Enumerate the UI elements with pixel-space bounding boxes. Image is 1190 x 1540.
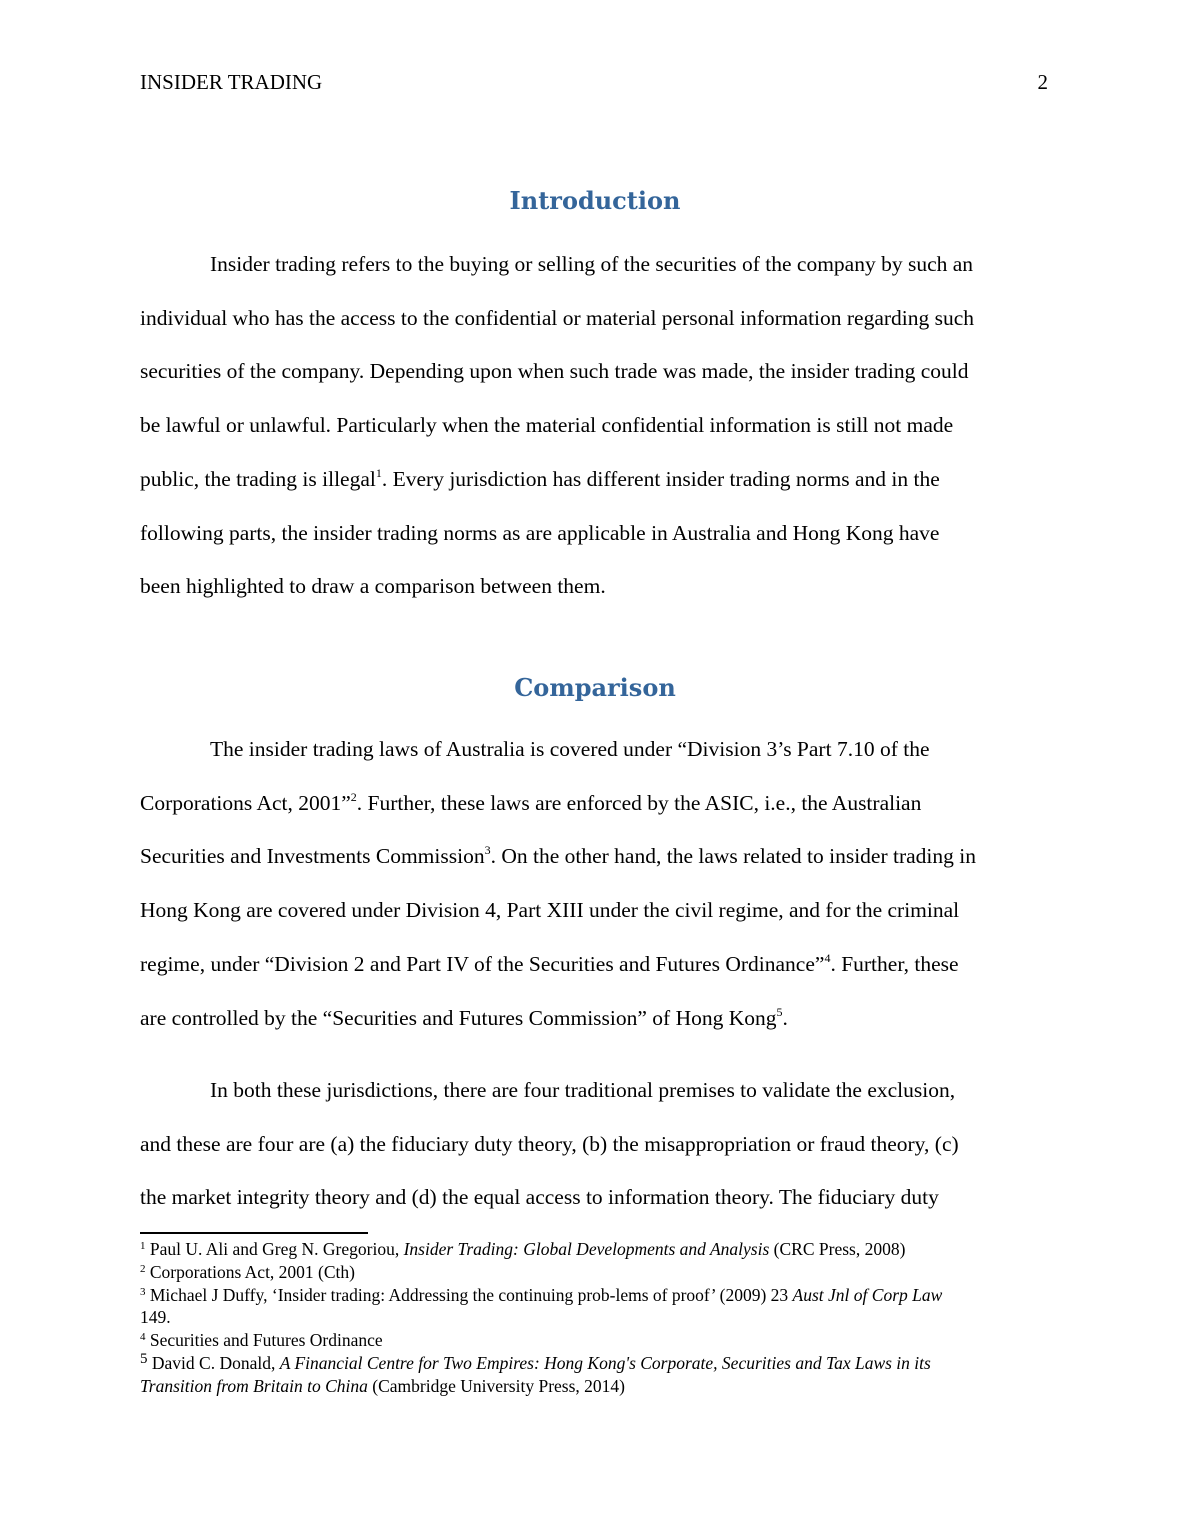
- paragraph-line: [140, 992, 1050, 1046]
- footnote-number: 5: [140, 1350, 148, 1367]
- comparison-paragraph-2: [140, 1064, 1050, 1225]
- paragraph-line: [140, 453, 1050, 507]
- footnote-wrap-line: [140, 1375, 1050, 1398]
- text-run: Securities and Investments Commission: [140, 844, 485, 869]
- paragraph-line: [140, 777, 1050, 831]
- footnote-text: Corporations Act, 2001 (Cth): [149, 1261, 355, 1282]
- paragraph-line: securities of the company. Depending upon when such trade was made, the insider trading could: [140, 359, 969, 384]
- footnote-text: Michael J Duffy, ‘Insider trading: Addressing the continuing prob-lems of proof’ (2009) 23: [149, 1284, 793, 1305]
- paragraph-line: and these are four are (a) the fiduciary duty theory, (b) the misappropriation or fraud theory, (c): [140, 1131, 959, 1156]
- paragraph-line: [140, 938, 1050, 992]
- page-number: 2: [1037, 70, 1048, 94]
- footnote-text: Securities and Futures Ordinance: [149, 1330, 383, 1351]
- paragraph-line: In both these jurisdictions, there are four traditional premises to validate the exclusion,: [210, 1078, 956, 1102]
- paragraph-line: Insider trading refers to the buying or selling of the securities of the company by such an: [210, 252, 974, 276]
- paragraph-line: the market integrity theory and (d) the equal access to information theory. The fiduciary duty: [140, 1185, 939, 1210]
- text-run: Corporations Act, 2001”: [140, 790, 351, 815]
- text-run: .: [782, 1005, 788, 1030]
- footnote-ref-2[interactable]: 2: [350, 789, 357, 804]
- footnote-number: 3: [140, 1285, 146, 1298]
- paragraph-line: been highlighted to draw a comparison between them.: [140, 574, 606, 599]
- paragraph-line: following parts, the insider trading norms as are applicable in Australia and Hong Kong have: [140, 520, 940, 545]
- footnote-text: David C. Donald,: [151, 1352, 280, 1373]
- footnote-ref-3[interactable]: 3: [484, 843, 491, 858]
- comparison-paragraph-1: [140, 723, 1050, 1045]
- text-run: public, the trading is illegal: [140, 466, 376, 491]
- footnote-title: Aust Jnl of Corp Law: [792, 1284, 943, 1305]
- footnote-3: [140, 1284, 1050, 1330]
- footnote-ref-1[interactable]: 1: [375, 465, 382, 480]
- footnote-text: 149.: [140, 1307, 171, 1328]
- footnote-title: A Financial Centre for Two Empires: Hong Kong's Corporate, Securities and Tax Laws in its: [279, 1352, 931, 1373]
- paragraph-line: Hong Kong are covered under Division 4, Part XIII under the civil regime, and for the criminal: [140, 898, 960, 923]
- paragraph-line: The insider trading laws of Australia is covered under “Division 3’s Part 7.10 of the: [210, 737, 930, 761]
- paragraph-line: individual who has the access to the confidential or material personal information regarding such: [140, 305, 975, 330]
- paragraph-line: be lawful or unlawful. Particularly when the material confidential information is still not made: [140, 413, 954, 438]
- footnote-ref-4[interactable]: 4: [824, 950, 831, 965]
- text-run: regime, under “Division 2 and Part IV of the Securities and Futures Ordinance”: [140, 951, 825, 976]
- footnote-ref-5[interactable]: 5: [776, 1004, 783, 1019]
- footnote-separator: [140, 1232, 368, 1234]
- footnote-5: [140, 1352, 1050, 1398]
- footnote-number: 2: [140, 1262, 146, 1275]
- footnote-text: Paul U. Ali and Greg N. Gregoriou,: [149, 1239, 404, 1259]
- text-run: . Further, these laws are enforced by the ASIC, i.e., the Australian: [356, 790, 922, 815]
- running-head: [140, 70, 1050, 98]
- footnote-4: [140, 1329, 1050, 1352]
- paragraph-line: [140, 830, 1050, 884]
- footnote-title: Transition from Britain to China: [140, 1375, 368, 1396]
- footnote-number: 4: [140, 1331, 146, 1344]
- footnote-1: [140, 1238, 1050, 1261]
- comparison-heading: Comparison: [514, 673, 676, 702]
- introduction-heading: Introduction: [509, 186, 681, 215]
- text-run: . Further, these: [830, 951, 959, 976]
- text-run: . Every jurisdiction has different insider trading norms and in the: [381, 466, 940, 491]
- footnote-number: 1: [140, 1240, 146, 1252]
- text-run: . On the other hand, the laws related to insider trading in: [490, 844, 976, 869]
- footnote-2: [140, 1261, 1050, 1284]
- footnote-text: (Cambridge University Press, 2014): [367, 1375, 625, 1396]
- introduction-paragraph: [140, 238, 1050, 614]
- footnote-title: Insider Trading: Global Developments and Analysis: [403, 1239, 770, 1259]
- footnote-text: (CRC Press, 2008): [769, 1239, 906, 1259]
- text-run: are controlled by the “Securities and Futures Commission” of Hong Kong: [140, 1005, 777, 1030]
- running-title: INSIDER TRADING: [140, 70, 323, 94]
- footnotes: [140, 1238, 1050, 1398]
